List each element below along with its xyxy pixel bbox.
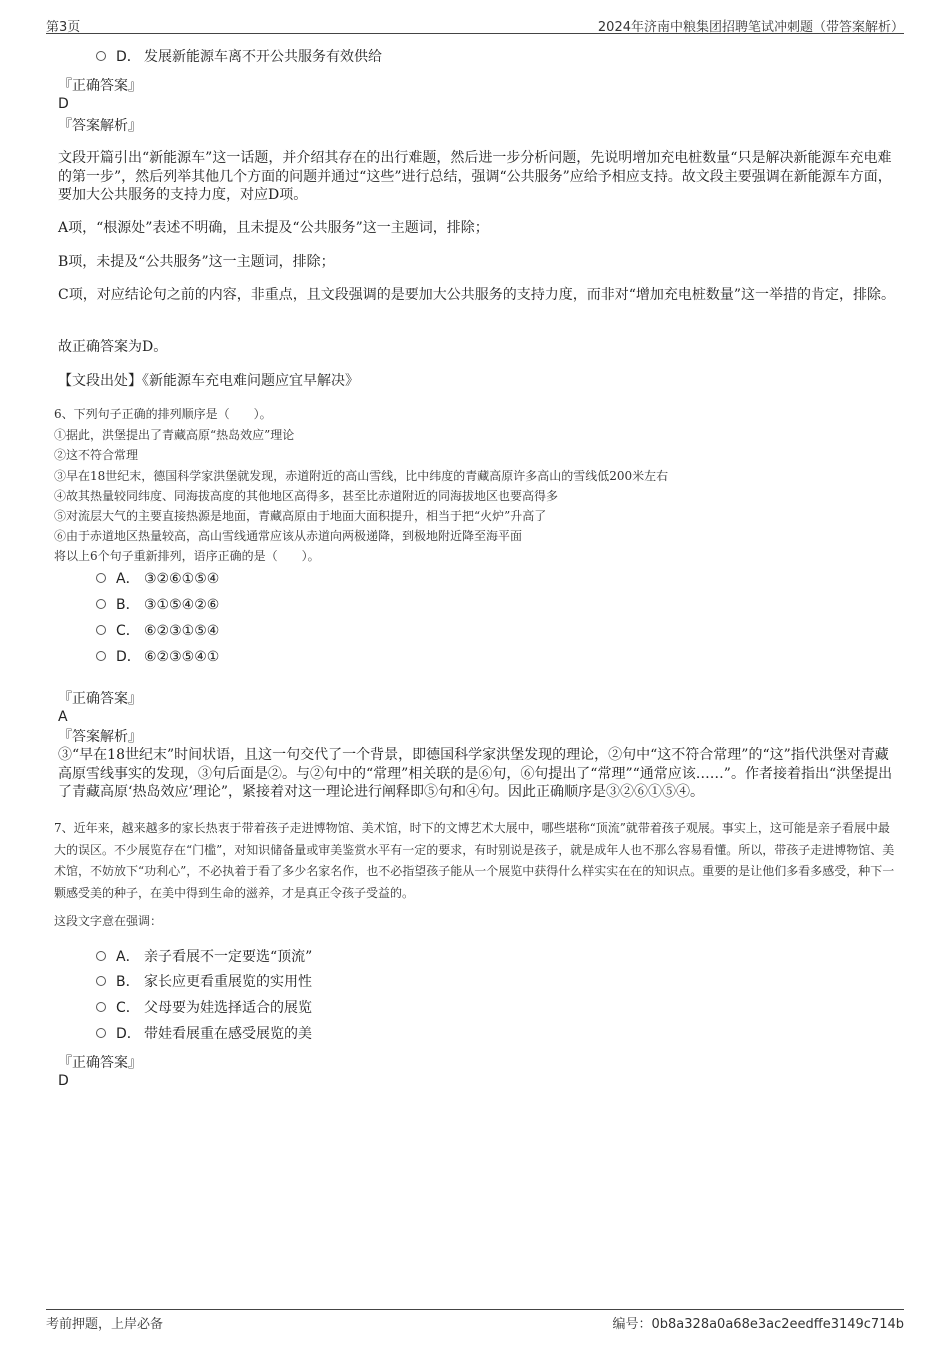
q7-prompt: 这段文字意在强调： — [54, 914, 163, 928]
q6-prompt: 将以上6个句子重新排列，语序正确的是（ ）。 — [54, 549, 320, 563]
radio-icon[interactable] — [96, 651, 106, 661]
radio-icon[interactable] — [96, 951, 106, 961]
q6-sentence-4: ④故其热量较同纬度、同海拔高度的其他地区高得多，甚至比赤道附近的同海拔地区也要高得多 — [54, 489, 559, 503]
radio-icon[interactable] — [96, 976, 106, 986]
q5-note-b: B项，未提及“公共服务”这一主题词，排除； — [58, 254, 335, 270]
q7-stem: 7、近年来，越来越多的家长热衷于带着孩子走进博物馆、美术馆，时下的文博艺术大展中，哪些堪称“顶流”就带着孩子观展。事实上，这可能是亲子看展中最大的误区。不少展览存在“门槛”，对知识储备量或审美鉴赏水平有一定的要求，有时别说是孩子，就是成年人也不那么容易看懂。所以，带孩子走进博物馆、美术馆，不妨放下“功利心”，不必执着于看了多少名家名作，也不必指望孩子能从一个展览中获得什么样实实在在的知识点。重要的是让他们多看多感受，种下一颗感受美的种子，在美中得到生命的滋养，才是真正令孩子受益的。 — [54, 821, 895, 900]
q5-option-d[interactable]: D． 发展新能源车离不开公共服务有效供给 — [96, 47, 382, 67]
q6-sentence-5: ⑤对流层大气的主要直接热源是地面，青藏高原由于地面大面积提升，相当于把“火炉”升高了 — [54, 509, 547, 523]
q6-option-c[interactable]: C． ⑥②③①⑤④ — [96, 621, 219, 641]
q7-option-a[interactable]: A． 亲子看展不一定要选“顶流” — [96, 947, 312, 967]
q6-sentence-3: ③早在18世纪末，德国科学家洪堡就发现，赤道附近的高山雪线，比中纬度的青藏高原许多高山的雪线低200米左右 — [54, 469, 669, 483]
q6-analysis-label: 『答案解析』 — [58, 729, 142, 745]
q5-note-a: A项，“根源处”表述不明确，且未提及“公共服务”这一主题词，排除； — [58, 220, 489, 236]
q5-analysis-text: 文段开篇引出“新能源车”这一话题，并介绍其存在的出行难题，然后进一步分析问题，先说明增加充电桩数量“只是解决新能源车充电难的第一步”，然后列举其他几个方面的问题并通过“这些”进行总结，强调“公共服务”应给予相应支持。故文段主要强调在新能源车方面，要加大公共服务的支持力度，对应D项。 — [58, 150, 892, 203]
q6-sentence-6: ⑥由于赤道地区热量较高，高山雪线通常应该从赤道向两极递降，到极地附近降至海平面 — [54, 529, 523, 543]
footer-divider — [46, 1309, 904, 1310]
q5-conclusion: 故正确答案为D。 — [58, 339, 168, 355]
header-divider — [46, 33, 904, 34]
q6-option-d[interactable]: D． ⑥②③⑤④① — [96, 647, 219, 667]
page-number: 第3页 — [46, 20, 81, 35]
q5-answer-label: 『正确答案』 — [58, 78, 142, 94]
q6-answer-label: 『正确答案』 — [58, 691, 142, 707]
q5-analysis-label: 『答案解析』 — [58, 118, 142, 134]
q6-stem: 6、下列句子正确的排列顺序是（ ）。 — [54, 407, 272, 421]
q6-option-b[interactable]: B． ③①⑤④②⑥ — [96, 595, 219, 615]
q7-answer-label: 『正确答案』 — [58, 1055, 142, 1071]
radio-icon[interactable] — [96, 599, 106, 609]
radio-icon[interactable] — [96, 573, 106, 583]
q6-answer: A — [58, 709, 68, 725]
q6-sentence-1: ①据此，洪堡提出了青藏高原“热岛效应”理论 — [54, 428, 295, 442]
q6-option-a[interactable]: A． ③②⑥①⑤④ — [96, 569, 219, 589]
q5-answer: D — [58, 96, 69, 112]
radio-icon[interactable] — [96, 1002, 106, 1012]
document-code-label: 编号： — [612, 1317, 652, 1332]
q6-sentence-2: ②这不符合常理 — [54, 448, 139, 462]
radio-icon[interactable] — [96, 625, 106, 635]
q7-option-d[interactable]: D． 带娃看展重在感受展览的美 — [96, 1024, 312, 1044]
document-title: 2024年济南中粮集团招聘笔试冲刺题（带答案解析） — [597, 20, 904, 35]
radio-icon[interactable] — [96, 1028, 106, 1038]
footer-slogan: 考前押题，上岸必备 — [46, 1317, 164, 1332]
q7-answer: D — [58, 1073, 69, 1089]
q6-analysis-text: ③“早在18世纪末”时间状语，且这一句交代了一个背景，即德国科学家洪堡发现的理论，②句中“这不符合常理”的“这”指代洪堡对青藏高原雪线事实的发现，③句后面是②。与②句中的“常理”相关联的是⑥句，⑥句提出了“常理”“通常应该……”。作者接着指出“洪堡提出了青藏高原‘热岛效应’理论”，紧接着对这一理论进行阐释即⑤句和④句。因此正确顺序是③②⑥①⑤④。 — [58, 747, 893, 800]
q7-option-b[interactable]: B． 家长应更看重展览的实用性 — [96, 972, 312, 992]
q5-note-c: C项，对应结论句之前的内容，非重点，且文段强调的是要加大公共服务的支持力度，而非对“增加充电桩数量”这一举措的肯定，排除。 — [58, 287, 896, 303]
q7-option-c[interactable]: C． 父母要为娃选择适合的展览 — [96, 998, 312, 1018]
document-code — [613, 1313, 905, 1332]
radio-icon[interactable] — [96, 51, 106, 61]
q5-source: 【文段出处】《新能源车充电难问题应宜早解决》 — [58, 373, 359, 389]
document-code-value: 0b8a328a0a68e3ac2eedffe3149c714b — [651, 1317, 904, 1332]
